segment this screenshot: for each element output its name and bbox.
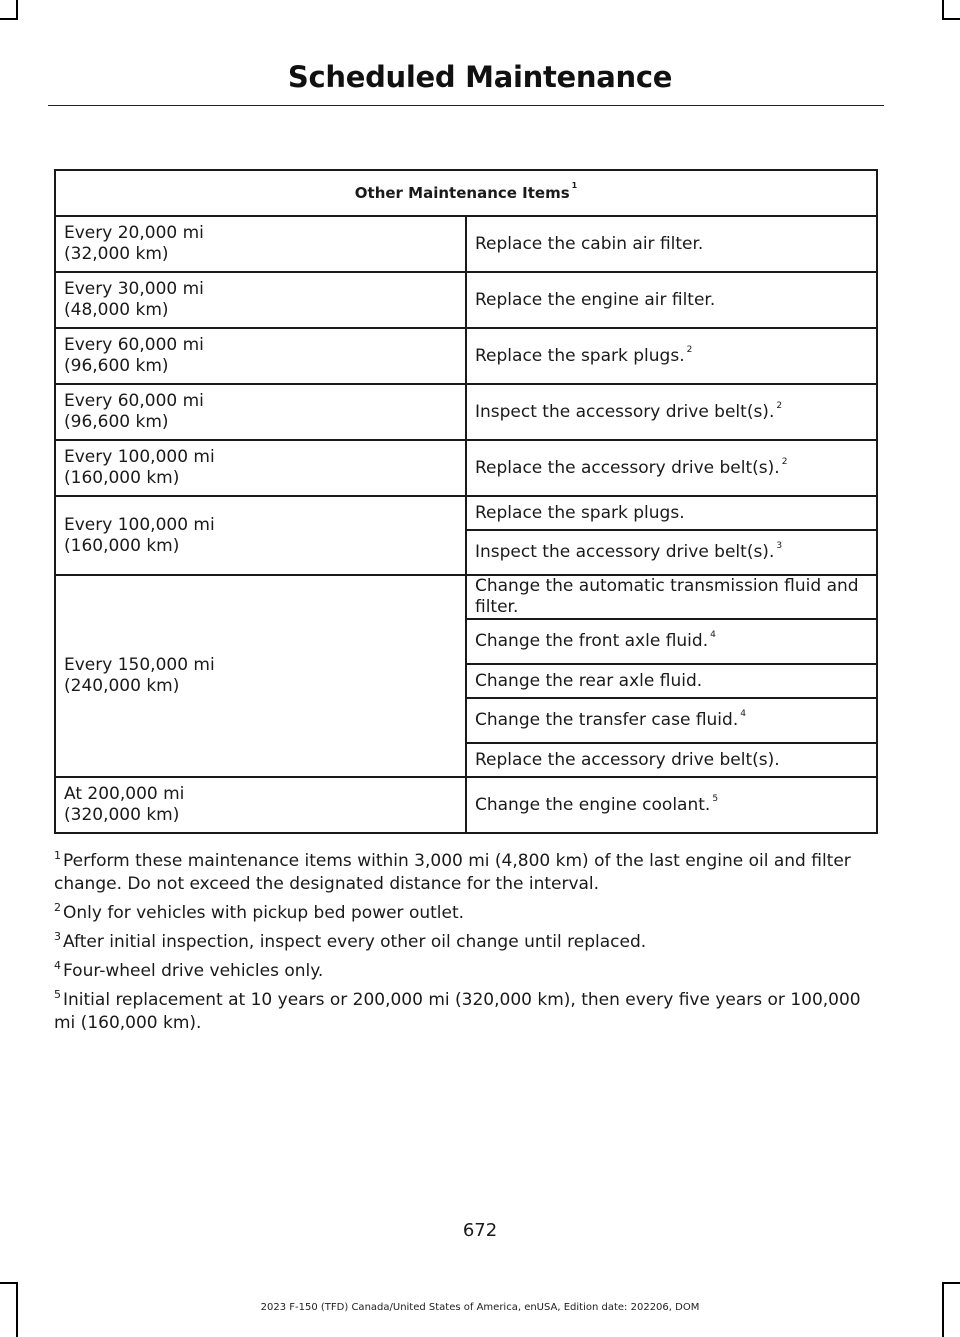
footnote-ref: 2	[776, 400, 783, 411]
crop-mark-top-right-h	[942, 18, 960, 20]
table-row	[55, 272, 877, 328]
interval-cell	[55, 575, 466, 777]
interval-line: (240,000 km)	[64, 676, 180, 696]
table-row	[55, 440, 877, 496]
interval-cell	[55, 496, 466, 575]
footnote	[54, 960, 882, 983]
maintenance-item-cell	[466, 272, 877, 328]
footnote-ref: 2	[686, 344, 693, 355]
interval-cell	[55, 777, 466, 833]
maintenance-item-text: Replace the spark plugs.	[475, 345, 685, 366]
interval-line: Every 60,000 mi	[64, 391, 204, 411]
maintenance-item-text: Change the front axle fluid.	[475, 631, 709, 651]
maintenance-item-cell	[466, 384, 877, 440]
maintenance-item-text: Replace the accessory drive belt(s).	[475, 749, 780, 770]
footnote	[54, 850, 882, 896]
footnote-ref: 2	[781, 456, 788, 467]
crop-mark-top-left-h	[0, 18, 18, 20]
interval-line: Every 30,000 mi	[64, 279, 204, 299]
maintenance-item-cell	[466, 575, 877, 619]
footnote-text: Initial replacement at 10 years or 200,000 mi (320,000 km), then every five years or 100,000 mi (160,000 km).	[54, 990, 861, 1033]
maintenance-item-text: Replace the accessory drive belt(s).	[475, 457, 780, 478]
table-title	[55, 170, 877, 216]
footnote-ref: 4	[710, 630, 716, 640]
interval-line: (96,600 km)	[64, 356, 169, 376]
interval-cell	[55, 384, 466, 440]
crop-mark-bottom-left-h	[0, 1282, 18, 1284]
table-body	[55, 216, 877, 833]
footnote-text: After initial inspection, inspect every other oil change until replaced.	[63, 932, 647, 952]
interval-line: (160,000 km)	[64, 468, 180, 488]
maintenance-item-cell	[466, 743, 877, 777]
maintenance-item-text: Replace the engine air filter.	[475, 289, 716, 310]
footnote-number: 2	[54, 901, 61, 914]
maintenance-table	[54, 169, 878, 834]
maintenance-item-cell	[466, 664, 877, 698]
interval-line: Every 20,000 mi	[64, 223, 204, 243]
footnote-number: 4	[54, 959, 61, 972]
table-row	[55, 328, 877, 384]
table-row	[55, 575, 877, 619]
maintenance-item-cell	[466, 328, 877, 384]
crop-mark-top-right	[942, 0, 944, 20]
edition-footer: 2023 F-150 (TFD) Canada/United States of America, enUSA, Edition date: 202206, DOM	[260, 1302, 700, 1313]
maintenance-item-cell	[466, 698, 877, 743]
crop-mark-bottom-right-h	[942, 1282, 960, 1284]
interval-line: (48,000 km)	[64, 300, 169, 320]
page-title: Scheduled Maintenance	[287, 60, 673, 94]
footnote-ref: 3	[776, 541, 783, 551]
interval-line: Every 100,000 mi	[64, 514, 215, 535]
maintenance-item-text: Inspect the accessory drive belt(s).	[475, 542, 775, 562]
crop-mark-top-left	[16, 0, 18, 20]
maintenance-item-cell	[466, 216, 877, 272]
page-number: 672	[462, 1220, 498, 1241]
maintenance-item-cell	[466, 440, 877, 496]
maintenance-item-cell	[466, 619, 877, 664]
maintenance-item-cell	[466, 777, 877, 833]
interval-line: Every 60,000 mi	[64, 335, 204, 355]
footnote-ref: 5	[712, 793, 719, 804]
maintenance-item-text: Change the engine coolant.	[475, 794, 711, 815]
footnotes	[54, 850, 882, 1041]
table-row	[55, 496, 877, 530]
footnote-text: Only for vehicles with pickup bed power outlet.	[63, 903, 465, 923]
interval-line: At 200,000 mi	[64, 784, 185, 804]
interval-cell	[55, 328, 466, 384]
footnote	[54, 902, 882, 925]
maintenance-item-text: Replace the spark plugs.	[475, 502, 685, 523]
table-row	[55, 384, 877, 440]
interval-cell	[55, 440, 466, 496]
interval-line: Every 100,000 mi	[64, 447, 215, 467]
title-divider	[48, 105, 884, 106]
footnote-number: 3	[54, 930, 61, 943]
interval-line: (160,000 km)	[64, 535, 180, 556]
table-row	[55, 216, 877, 272]
table-row	[55, 777, 877, 833]
maintenance-item-text: Change the automatic transmission fluid and filter.	[475, 576, 859, 617]
interval-line: (96,600 km)	[64, 412, 169, 432]
table-title-text: Other Maintenance Items	[354, 184, 570, 202]
interval-cell	[55, 272, 466, 328]
footnote-ref: 4	[740, 709, 746, 719]
interval-line: (320,000 km)	[64, 805, 180, 825]
interval-line: Every 150,000 mi	[64, 655, 215, 675]
footnote-text: Four-wheel drive vehicles only.	[63, 961, 324, 981]
maintenance-item-cell	[466, 530, 877, 575]
table-title-footnote-ref: 1	[571, 181, 578, 190]
maintenance-item-text: Inspect the accessory drive belt(s).	[475, 401, 775, 422]
maintenance-item-text: Change the transfer case fluid.	[475, 710, 739, 730]
interval-cell	[55, 216, 466, 272]
maintenance-item-text: Replace the cabin air filter.	[475, 233, 704, 254]
footnote	[54, 931, 882, 954]
footnote-number: 1	[54, 849, 61, 862]
maintenance-item-cell	[466, 496, 877, 530]
footnote-text: Perform these maintenance items within 3,000 mi (4,800 km) of the last engine oil and filter change. Do not exceed the designated distance for the interval.	[54, 851, 851, 894]
footnote-number: 5	[54, 988, 61, 1001]
maintenance-item-text: Change the rear axle fluid.	[475, 670, 703, 691]
interval-line: (32,000 km)	[64, 244, 169, 264]
footnote	[54, 989, 882, 1035]
